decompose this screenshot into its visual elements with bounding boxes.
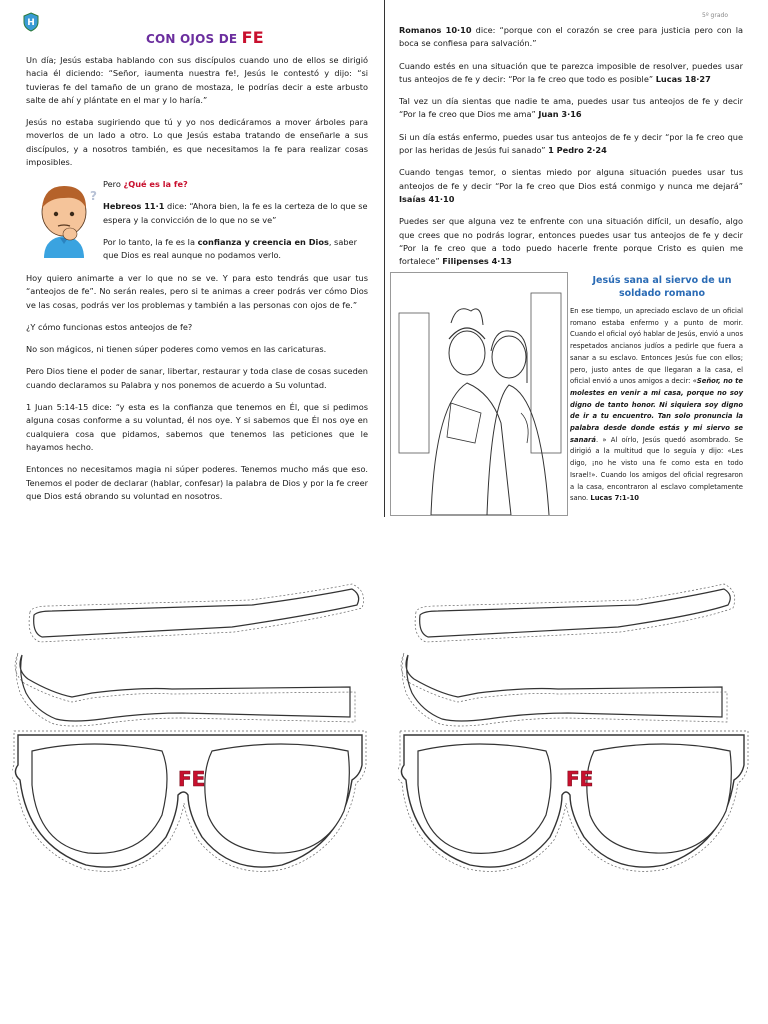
- verse-ref: Juan 3·16: [538, 109, 582, 120]
- verse-ref: 1 Pedro 2·24: [548, 145, 607, 156]
- jesus-and-centurion-illustration: [390, 272, 568, 516]
- text-span: , saber que Dios es real aunque no podamos verlo.: [103, 236, 357, 261]
- svg-text:?: ?: [90, 189, 97, 203]
- story-quote: Señor, no te molestes en venir a mi casa, porque no soy digno de tanto honor. Ni siquiera soy digno de ir a tu encuentro. Tan solo pronuncia la palabra desde donde estás y mi siervo se sanará: [570, 377, 743, 444]
- svg-text:H: H: [27, 18, 35, 28]
- left-column: [26, 54, 368, 178]
- column-divider: [384, 0, 385, 517]
- thinking-boy-illustration: [30, 178, 98, 258]
- title-prefix: CON OJOS DE: [146, 32, 238, 46]
- verse-ref: Filipenses 4·13: [442, 256, 512, 267]
- glasses-cutout-right: [398, 575, 758, 905]
- verse-ref: Hebreos 11·1: [103, 201, 165, 212]
- verse-text: Tal vez un día sientas que nadie te ama, puedes usar tus anteojos de fe y decir “Por la fe creo que Dios me ama”: [399, 96, 743, 120]
- story-text: [570, 306, 743, 505]
- question-red: ¿Qué es la fe?: [123, 179, 188, 189]
- verse-ref: Isaías 41·10: [399, 193, 455, 204]
- verse-text: dice: “porque con el corazón se cree para justicia pero con la boca se confiesa para salvación.”: [399, 25, 744, 49]
- paragraph: Un día; Jesús estaba hablando con sus discípulos cuando uno de ellos se dirigió hacia él diciendo: “Señor, iaumenta nuestra fe!, Jesús le contestó y dijo: “si tuvieras fe del tamaño de un grano de mostaza, le podrías decir a este arbusto salte de ahí y plántate en el mar y lo haría.”: [26, 55, 368, 105]
- paragraph: No son mágicos, ni tienen súper poderes como vemos en las caricaturas.: [26, 344, 327, 355]
- grade-label: 5º grado: [702, 12, 728, 19]
- paragraph: Pero Dios tiene el poder de sanar, libertar, restaurar y toda clase de cosas suceden cuando declaramos su Palabra y nos ponemos de acuerdo a Su voluntad.: [26, 366, 368, 390]
- shield-logo-icon: [22, 12, 40, 32]
- verse-text: Cuando tengas temor, o sientas miedo por alguna situación puedes usar tus anteojos de fe y decir “Por la fe creo que Dios está conmigo y nunca me dejará”: [399, 167, 743, 191]
- story-title: Jesús sana al siervo de un soldado romano: [592, 275, 732, 299]
- paragraph: Hoy quiero animarte a ver lo que no se ve. Y para esto tendrás que usar tus “anteojos de fe”. No serán reales, pero si te animas a creer podrás ver cómo Dios ve las cosas, podrás ver los problemas y también a las personas con ojos de fe.”: [26, 273, 368, 310]
- bold-phrase: confianza y creencia en Dios: [197, 236, 329, 247]
- faith-definition-block: [103, 178, 368, 271]
- story-text-part: En ese tiempo, un apreciado esclavo de un oficial romano estaba enfermo y a punto de morir. Cuando el oficial oyó hablar de Jesús, envió a unos respetados ancianos judíos a pedirle que fuera a sanar a su esclavo. Entonces Jesús fue con ellos; pero, justo antes de que llegaran a la casa, el oficial envió a unos amigos a decir: «: [570, 307, 743, 386]
- verse-ref: Lucas 18·27: [655, 73, 711, 84]
- verse-text: dice: “Ahora bien, la fe es la certeza de lo que se espera y la convicción de lo que no se ve”: [103, 201, 368, 225]
- text-span: Por lo tanto, la fe es la: [103, 236, 198, 247]
- left-column-lower: [26, 272, 368, 512]
- question-prefix: Pero: [103, 179, 124, 189]
- verse-text: Si un día estás enfermo, puedes usar tus anteojos de fe y decir “por la fe creo que por las heridas de Jesús fui sanado”: [399, 131, 743, 156]
- verse-text: Cuando estés en una situación que te parezca imposible de resolver, puedes usar tus anteojos de fe y decir: “Por la fe creo que todo es posible”: [399, 60, 743, 84]
- page-title: [146, 28, 264, 47]
- story-ref: Lucas 7:1-10: [590, 494, 640, 503]
- paragraph: ¿Y cómo funcionas estos anteojos de fe?: [26, 321, 193, 332]
- verse-ref: Romanos 10·10: [399, 25, 472, 35]
- title-fe: FE: [241, 28, 264, 47]
- paragraph: Jesús no estaba sugiriendo que tú y yo nos dedicáramos a mover árboles para moverlos de un lado a otro. Lo que Jesús estaba tratando de enseñarle a sus discípulos, y a nosotros también, es que necesitamos la fe para realizar cosas imposibles.: [26, 117, 368, 168]
- paragraph: 1 Juan 5:14-15 dice: “y esta es la confianza que tenemos en Él, que si pedimos alguna cosas conforme a su voluntad, él nos oye. Y si sabemos que Él nos oye en cualquiera cosa que pidamos, sabemos que tenemos las peticiones que le hayamos hecho.: [26, 402, 368, 452]
- story-text-part: . » Al oírlo, Jesús quedó asombrado. Se dirigió a la multitud que lo seguía y dijo: «Les digo, ¡no he visto una fe como esta en todo Israel!». Cuando los amigos del oficial regresaron a la casa, encontraron al esclavo completamente sano.: [570, 435, 743, 503]
- glasses-label-left: FE: [178, 767, 206, 791]
- glasses-cutout-left: [12, 575, 372, 905]
- paragraph: Entonces no necesitamos magia ni súper poderes. Tenemos mucho más que eso. Tenemos el poder de declarar (hablar, confesar) la palabra de Dios y por la fe creer que Dios está obrando su voluntad en nosotros.: [26, 464, 368, 501]
- right-column: [399, 24, 743, 277]
- verse-text: Puedes ser que alguna vez te enfrente con una situación difícil, un desafío, algo que crees que no podrás lograr, entonces puedes usar tus anteojos de fe y decir “Por la fe creo que a todo puedo hacerle frente porque Cristo es quien me fortalece”: [399, 216, 743, 267]
- glasses-label-right: FE: [566, 767, 594, 791]
